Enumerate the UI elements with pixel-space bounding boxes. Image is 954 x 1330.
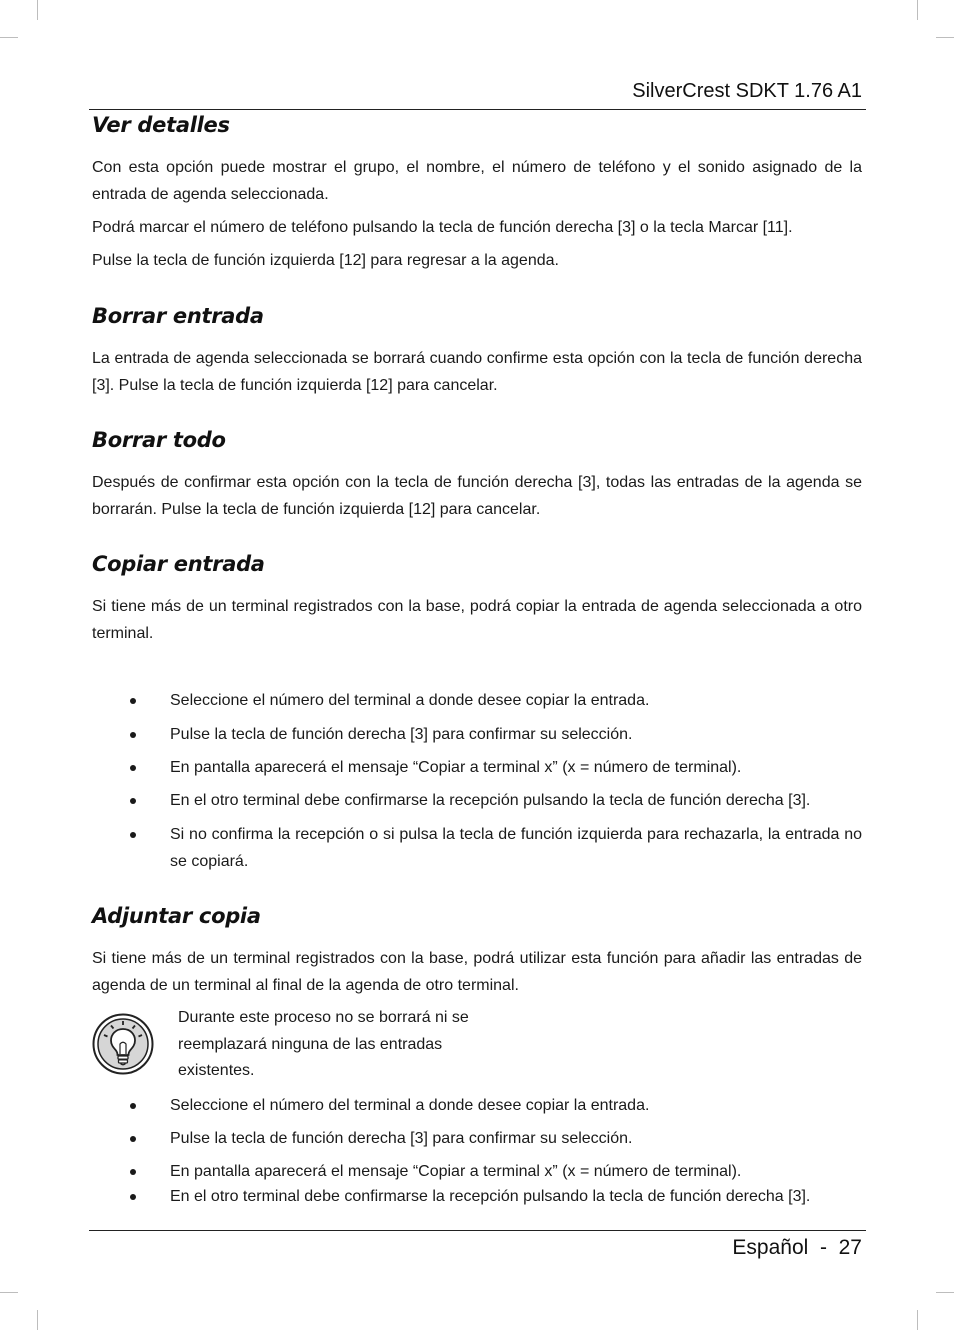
paragraph: Pulse la tecla de función izquierda [12] para regresar a la agenda.: [92, 252, 559, 269]
tip-note: Durante este proceso no se borrará ni se reemplazará ninguna de las entradas existentes.: [178, 1009, 469, 1079]
crop-mark: [936, 1292, 954, 1293]
bullet-icon: [130, 798, 136, 804]
footer-rule: [89, 1230, 866, 1231]
bullet-icon: [130, 765, 136, 771]
bullet-icon: [130, 1103, 136, 1109]
heading-ver-detalles: Ver detalles: [92, 113, 230, 137]
page-number: Español - 27: [732, 1236, 862, 1259]
heading-borrar-todo: Borrar todo: [92, 428, 226, 452]
bullet-icon: [130, 1136, 136, 1142]
crop-mark: [0, 37, 18, 38]
crop-mark: [917, 1310, 918, 1330]
paragraph: La entrada de agenda seleccionada se borrará cuando confirme esta opción con la tecla de función derecha [3]. Pulse la tecla de función izquierda [12] para cancelar.: [92, 350, 862, 394]
bullet-icon: [130, 1194, 136, 1200]
paragraph: Si tiene más de un terminal registrados con la base, podrá copiar la entrada de agenda seleccionada a otro terminal.: [92, 598, 862, 642]
paragraph: Si tiene más de un terminal registrados con la base, podrá utilizar esta función para añadir las entradas de agenda de un terminal al final de la agenda de otro terminal.: [92, 950, 862, 994]
crop-mark: [917, 0, 918, 20]
crop-mark: [936, 37, 954, 38]
heading-adjuntar-copia: Adjuntar copia: [92, 904, 261, 928]
header-title: SilverCrest SDKT 1.76 A1: [632, 80, 862, 102]
paragraph: Después de confirmar esta opción con la tecla de función derecha [3], todas las entradas de la agenda se borrarán. Pulse la tecla de función izquierda [12] para cancelar.: [92, 474, 862, 518]
heading-borrar-entrada: Borrar entrada: [92, 304, 264, 328]
lightbulb-icon: [92, 1013, 154, 1075]
crop-mark: [37, 0, 38, 20]
crop-mark: [0, 1292, 18, 1293]
bullet-icon: [130, 832, 136, 838]
bullet-icon: [130, 1169, 136, 1175]
paragraph: Podrá marcar el número de teléfono pulsando la tecla de función derecha [3] o la tecla Marcar [11].: [92, 219, 793, 236]
bullet-icon: [130, 698, 136, 704]
paragraph: Con esta opción puede mostrar el grupo, el nombre, el número de teléfono y el sonido asignado de la entrada de agenda seleccionada.: [92, 159, 862, 203]
crop-mark: [37, 1310, 38, 1330]
header-rule: [89, 109, 866, 110]
heading-copiar-entrada: Copiar entrada: [92, 552, 265, 576]
bullet-icon: [130, 732, 136, 738]
